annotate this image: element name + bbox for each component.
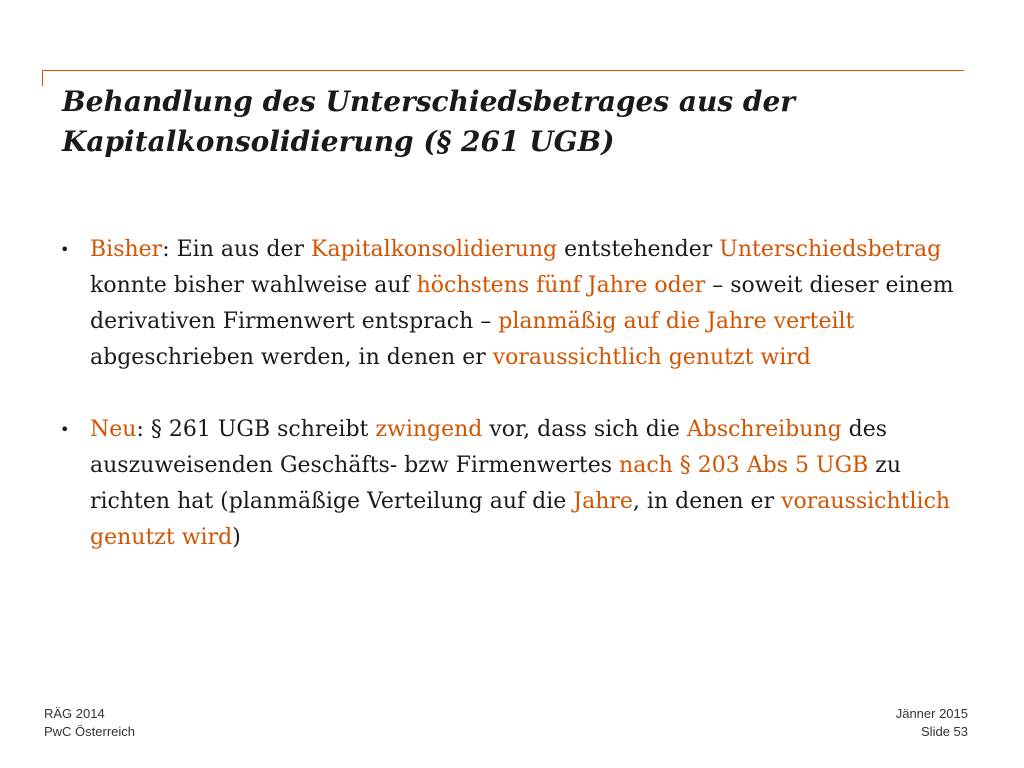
bullet-text-segment: – soweit dieser einem derivativen Firmenwert entsprach – [90,273,954,334]
slide-title-line-2: Kapitalkonsolidierung (§ 261 UGB) [62,125,615,158]
footer-slide-number: Slide 53 [921,724,968,739]
highlighted-term: Kapitalkonsolidierung [311,237,558,262]
bullet-text [90,237,954,370]
bullet-text-segment: ) [232,525,241,550]
highlighted-term: Neu [90,417,137,442]
bullet-text-segment: vor, dass sich die [482,417,687,442]
bullet-list [60,232,980,592]
slide-title [62,82,962,162]
highlighted-term: planmäßig auf die Jahre verteilt [498,309,855,334]
bullet-dot-icon: • [60,420,70,439]
bullet-text-segment: : Ein aus der [162,237,312,262]
bullet-text-segment: entstehender [557,237,720,262]
header-corner-tick [42,70,43,86]
bullet-text [90,417,950,550]
highlighted-term: zwingend [375,417,483,442]
bullet-text-segment: des auszuweisenden Geschäfts- bzw Firmenwertes [90,417,888,478]
highlighted-term: Jahre [573,489,633,514]
highlighted-term: höchstens fünf Jahre oder [416,273,706,298]
bullet-bisher [60,232,980,376]
highlighted-term: Abschreibung [686,417,842,442]
bullet-text-segment: : § 261 UGB schreibt [136,417,376,442]
footer-date: Jänner 2015 [895,706,968,721]
footer-company: PwC Österreich [44,724,136,739]
bullet-text-segment: , in denen er [632,489,782,514]
highlighted-term: Bisher [90,237,163,262]
bullet-dot-icon: • [60,240,70,259]
bullet-text-segment: abgeschrieben werden, in denen er [90,345,493,370]
footer-right [896,705,968,741]
highlighted-term: Unterschiedsbetrag [719,237,942,262]
footer-presentation-title: RÄG 2014 [44,706,105,721]
slide-title-line-1: Behandlung des Unterschiedsbetrages aus der [62,85,796,118]
highlighted-term: voraussichtlich genutzt wird [90,489,951,550]
footer-left [44,705,135,741]
header-rule [42,70,964,71]
highlighted-term: voraussichtlich genutzt wird [492,345,811,370]
bullet-neu [60,412,980,556]
bullet-text-segment: konnte bisher wahlweise auf [90,273,417,298]
highlighted-term: nach § 203 Abs 5 UGB [619,453,869,478]
bullet-text-segment: zu richten hat (planmäßige Verteilung auf die [90,453,902,514]
